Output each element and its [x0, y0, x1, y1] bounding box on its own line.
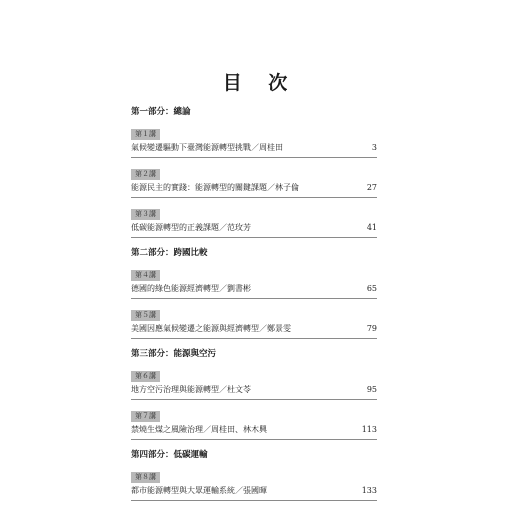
chapter-title: 氣候變遷驅動下臺灣能源轉型挑戰／周桂田	[131, 143, 283, 152]
toc-chapter	[131, 201, 377, 238]
toc-chapter	[131, 161, 377, 198]
chapter-entry-row[interactable]	[131, 220, 377, 238]
chapter-title: 德國的綠色能源經濟轉型／劉書彬	[131, 284, 251, 293]
chapter-entry-row[interactable]	[131, 422, 377, 440]
chapter-number-tag: 第７講	[131, 411, 160, 422]
toc-part	[131, 106, 377, 238]
chapter-entry-row[interactable]	[131, 281, 377, 299]
part-heading: 第三部分：能源與空污	[131, 349, 217, 359]
chapter-number-tag: 第４講	[131, 270, 160, 281]
chapter-entry-row[interactable]	[131, 483, 377, 501]
chapter-entry-row[interactable]	[131, 140, 377, 158]
chapter-title: 地方空污治理與能源轉型／杜文苓	[131, 385, 251, 394]
chapter-title: 都市能源轉型與大眾運輸系統／張國暉	[131, 486, 267, 495]
chapter-title: 能源民主的實踐：能源轉型的關鍵課題／林子倫	[131, 183, 299, 192]
chapter-page-number: 3	[371, 143, 377, 152]
chapter-page-number: 95	[366, 385, 377, 394]
chapter-page-number: 41	[366, 223, 377, 232]
toc-chapter	[131, 121, 377, 158]
chapter-number-tag: 第２講	[131, 169, 160, 180]
chapter-page-number: 113	[361, 425, 377, 434]
chapter-entry-row[interactable]	[131, 180, 377, 198]
chapter-page-number: 133	[361, 486, 377, 495]
chapter-title: 低碳能源轉型的正義課題／范玫芳	[131, 223, 251, 232]
part-heading: 第二部分：跨國比較	[131, 248, 208, 258]
chapter-entry-row[interactable]	[131, 382, 377, 400]
table-of-contents	[131, 106, 377, 510]
page-title: 目 次	[222, 72, 298, 94]
chapter-title: 美國因應氣候變遷之能源與經濟轉型／鄭景雯	[131, 324, 291, 333]
chapter-number-tag: 第８講	[131, 472, 160, 483]
toc-chapter	[131, 262, 377, 299]
part-heading: 第一部分：總論	[131, 107, 191, 117]
toc-part	[131, 449, 377, 501]
chapter-number-tag: 第１講	[131, 129, 160, 140]
chapter-page-number: 65	[366, 284, 377, 293]
chapter-number-tag: 第５講	[131, 310, 160, 321]
chapter-title: 禁燒生煤之風險治理／周桂田、林木興	[131, 425, 267, 434]
chapter-entry-row[interactable]	[131, 321, 377, 339]
toc-part	[131, 247, 377, 339]
toc-part	[131, 348, 377, 440]
toc-chapter	[131, 302, 377, 339]
chapter-number-tag: 第３講	[131, 209, 160, 220]
chapter-number-tag: 第６講	[131, 371, 160, 382]
chapter-page-number: 79	[366, 324, 377, 333]
chapter-page-number: 27	[366, 183, 377, 192]
toc-chapter	[131, 403, 377, 440]
toc-chapter	[131, 464, 377, 501]
toc-chapter	[131, 363, 377, 400]
part-heading: 第四部分：低碳運輸	[131, 450, 208, 460]
